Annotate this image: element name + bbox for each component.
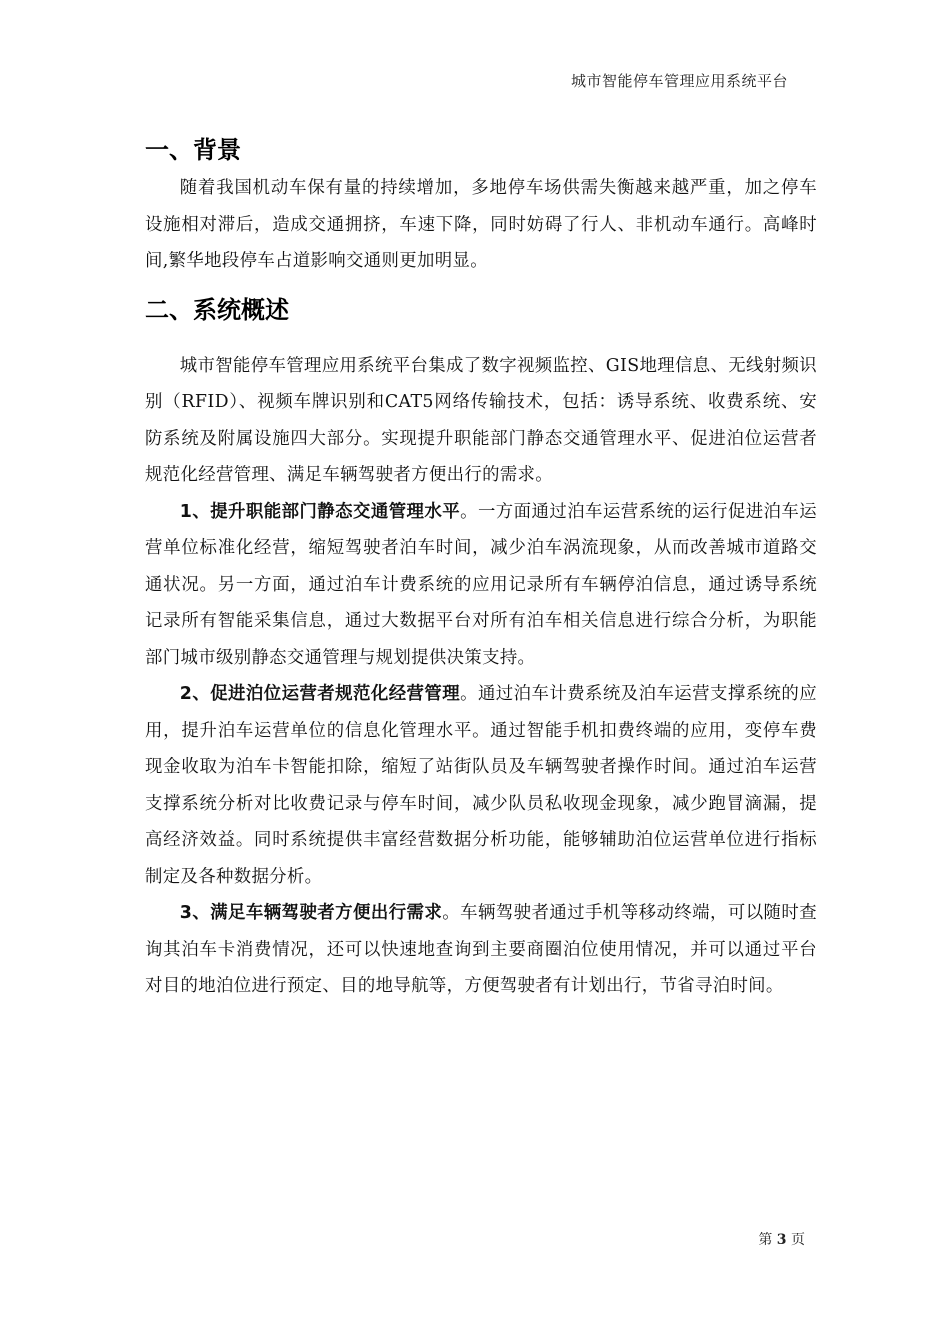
paragraph-background [145,170,817,280]
paragraph-text: 随着我国机动车保有量的持续增加，多地停车场供需失衡越来越严重，加之停车设施相对滞后，造成交通拥挤，车速下降，同时妨碍了行人、非机动车通行。高峰时间,繁华地段停车占道影响交通则更加明显。 [145,178,817,271]
paragraph-point-2 [145,676,817,895]
page-number [758,1229,805,1249]
paragraph-text: 城市智能停车管理应用系统平台集成了数字视频监控、GIS地理信息、无线射频识别（RFID）、视频车牌识别和CAT5网络传输技术，包括：诱导系统、收费系统、安防系统及附属设施四大部分。实现提升职能部门静态交通管理水平、促进泊位运营者规范化经营管理、满足车辆驾驶者方便出行的需求。 [145,355,817,485]
section-title-overview: 二、系统概述 [145,295,289,324]
page-number-prefix: 第 [758,1232,773,1248]
paragraph-lead: 2、促进泊位运营者规范化经营管理 [179,684,461,704]
section-title-background: 一、背景 [145,136,241,164]
paragraph-overview-intro [145,348,817,494]
page-number-suffix: 页 [791,1232,805,1248]
document-body [145,130,817,1005]
paragraph-text: 。通过泊车计费系统及泊车运营支撑系统的应用，提升泊车运营单位的信息化管理水平。通过智能手机扣费终端的应用，变停车费现金收取为泊车卡智能扣除，缩短了站街队员及车辆驾驶者操作时间。通过泊车运营支撑系统分析对比收费记录与停车时间，减少队员私收现金现象，减少跑冒滴漏，提高经济效益。同时系统提供丰富经营数据分析功能，能够辅助泊位运营单位进行指标制定及各种数据分析。 [145,684,817,887]
paragraph-text: 。车辆驾驶者通过手机等移动终端，可以随时查询其泊车卡消费情况，还可以快速地查询到主要商圈泊位使用情况，并可以通过平台对目的地泊位进行预定、目的地导航等，方便驾驶者有计划出行，节省寻泊时间。 [145,903,817,996]
paragraph-point-3 [145,895,817,1005]
running-header: 城市智能停车管理应用系统平台 [570,72,788,90]
paragraph-lead: 3、满足车辆驾驶者方便出行需求 [179,903,443,923]
paragraph-text: 。一方面通过泊车运营系统的运行促进泊车运营单位标准化经营，缩短驾驶者泊车时间，减少泊车涡流现象，从而改善城市道路交通状况。另一方面，通过泊车计费系统的应用记录所有车辆停泊信息，通过诱导系统记录所有智能采集信息，通过大数据平台对所有泊车相关信息进行综合分析，为职能部门城市级别静态交通管理与规划提供决策支持。 [145,501,817,668]
page-number-value: 3 [776,1232,787,1248]
paragraph-point-1 [145,494,817,677]
paragraph-lead: 1、提升职能部门静态交通管理水平 [179,501,461,522]
